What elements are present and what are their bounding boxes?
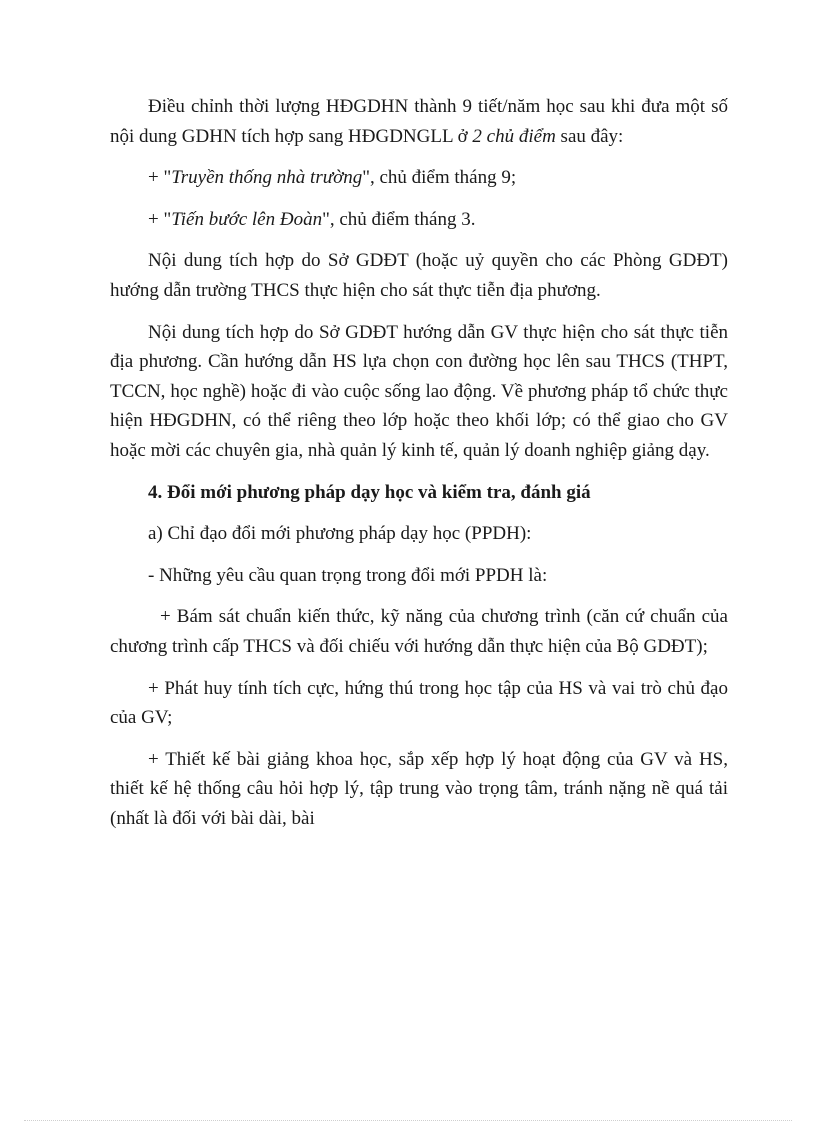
paragraph-integration-content: Nội dung tích hợp do Sở GDĐT (hoặc uỷ quyền cho các Phòng GDĐT) hướng dẫn trường THCS thực hiện cho sát thực tiễn địa phương. — [110, 250, 728, 301]
list-bullet-text: + " — [148, 167, 172, 189]
paragraph-text: sau đây: — [555, 125, 624, 147]
paragraph-text: Điều chỉnh thời lượng HĐGDHN thành 9 tiết/năm học sau khi đưa một số nội dung GDHN tích hợp sang HĐGDNGLL ở — [110, 96, 728, 147]
list-item-theme-september — [110, 163, 728, 193]
subsection-heading-a: a) Chỉ đạo đổi mới phương pháp dạy học (PPDH): — [148, 523, 532, 545]
document-page — [110, 92, 728, 845]
requirement-item-engagement: + Phát huy tính tích cực, hứng thú trong học tập của HS và vai trò chủ đạo của GV; — [110, 677, 728, 729]
theme-title: Truyền thống nhà trường — [171, 167, 363, 189]
page-bottom-divider — [24, 1120, 792, 1121]
section-heading-4: 4. Đổi mới phương pháp dạy học và kiểm tra, đánh giá — [148, 481, 591, 503]
requirement-item-standards: + Bám sát chuẩn kiến thức, kỹ năng của chương trình (căn cứ chuẩn của chương trình cấp THCS và đối chiếu với hướng dẫn thực hiện của Bộ GDĐT); — [110, 606, 728, 657]
list-item-theme-march — [110, 205, 728, 235]
requirements-intro: - Những yêu cầu quan trọng trong đổi mới PPDH là: — [148, 564, 548, 586]
list-item-text: ", chủ điểm tháng 9; — [362, 167, 517, 189]
theme-title: Tiến bước lên Đoàn — [171, 208, 323, 230]
list-bullet-text: + " — [148, 208, 172, 230]
paragraph-teacher-guidance: Nội dung tích hợp do Sở GDĐT hướng dẫn GV thực hiện cho sát thực tiễn địa phương. Cần hướng dẫn HS lựa chọn con đường học lên sau THCS (THPT, TCCN, học nghề) hoặc đi vào cuộc sống lao động. Về phương pháp tổ chức thực hiện HĐGDHN, có thể riêng theo lớp hoặc theo khối lớp; có thể giao cho GV hoặc mời các chuyên gia, nhà quản lý kinh tế, quản lý doanh nghiệp giảng dạy. — [110, 321, 728, 461]
requirement-item-lesson-design: + Thiết kế bài giảng khoa học, sắp xếp hợp lý hoạt động của GV và HS, thiết kế hệ thống câu hỏi hợp lý, tập trung vào trọng tâm, tránh nặng nề quá tải (nhất là đối với bài dài, bài — [110, 748, 728, 829]
list-item-text: ", chủ điểm tháng 3. — [322, 208, 476, 230]
emphasis-text: 2 chủ điểm — [472, 125, 556, 147]
paragraph-time-adjustment — [110, 92, 728, 151]
